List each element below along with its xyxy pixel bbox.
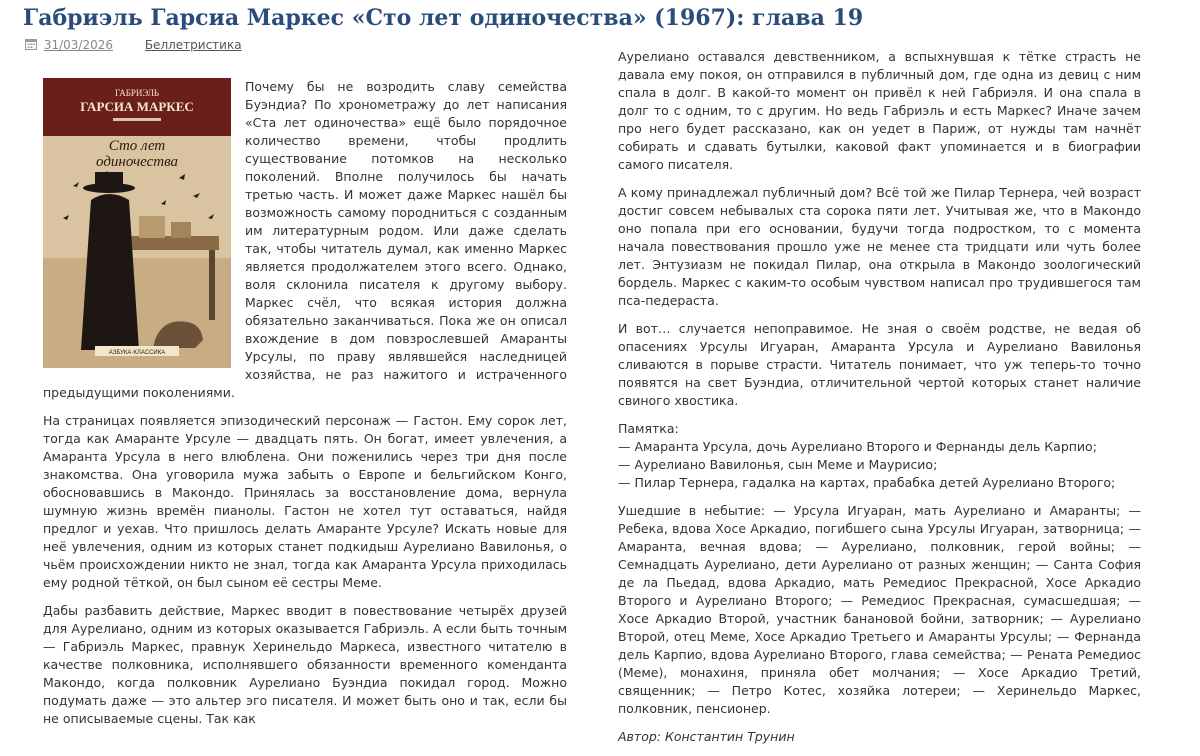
paragraph: Почему бы не возродить славу семейства Буэндиа? По хронометражу до лет написания «Ста лет одиночества» ещё было порядочное количество времени, чтобы продлить существование потомков на несколько поколений. Вполне получилось бы начать третью часть. И может даже Маркес нашёл бы возможность самому породниться с созданным им литературным родом. Или даже сделать так, чтобы читатель думал, как именно Маркес является продолжателем этого всего. Однако, воля склонила писателя к другому выбору. Маркес счёл, что всякая история должна обязательно заканчиваться. Пока же он описал вхождение в дом повзрослевшей Амаранты Урсулы, по праву являвшейся наследницей хозяйства, не раз нажитого и истраченного предыдущими поколениями.: [43, 79, 567, 400]
post-date-link[interactable]: 31/03/2026: [43, 38, 113, 52]
category-link[interactable]: Беллетристика: [144, 38, 242, 52]
paragraph: А кому принадлежал публичный дом? Всё той же Пилар Тернера, чей возраст достиг совсем небывалых ста сорока пяти лет. Учитывая же, что в Макондо оно попала при его основании, будучи тогда подростком, то с момента начала повествования прошло уже не менее ста тридцати или чуть более лет. Энтузиазм не покидал Пилар, она открыла в Макондо зоологический бордель. Маркес с каким-то особым чувством написал про трудившегося там пса-педераста.: [618, 185, 1141, 308]
memo-title: Памятка:: [618, 421, 679, 436]
memo-item: — Аурелиано Вавилонья, сын Меме и Маурисио;: [618, 457, 938, 472]
book-cover-image: [43, 78, 231, 368]
paragraph: Аурелиано оставался девственником, а вспыхнувшая к тётке страсть не давала ему покоя, он отправился в публичный дом, где одна из девиц с ним спала в долг. В какой-то момент он привёл к ней Габриэля. И она спала в долг то с одним, то с другим. Но ведь Габриэль и есть Маркес? Иначе зачем про него будет рассказано, как он уедет в Париж, от нужды там начнёт собирать и сдавать бутылки, каковой факт упоминается и в биографии самого писателя.: [618, 49, 1141, 172]
cover-title-line2: одиночества: [96, 154, 178, 170]
memo-item: — Амаранта Урсула, дочь Аурелиано Второго и Фернанды дель Карпио;: [618, 439, 1097, 454]
article-author: Автор: Константин Трунин: [618, 729, 795, 744]
paragraph: И вот… случается непоправимое. Не зная о своём родстве, не ведая об опасениях Урсулы Игуаран, Амаранта Урсула и Аурелиано Вавилонья сливаются в порыве страсти. Читатель понимает, что уж теперь-то точно появятся на свет Буэндиа, отличительной чертой которых станет наличие свиного хвостика.: [618, 321, 1141, 408]
calendar-icon: [25, 38, 37, 50]
paragraph: Ушедшие в небытие: — Урсула Игуаран, мать Аурелиано и Амаранты; — Ребека, вдова Хосе Аркадио, погибшего сына Урсулы Игуаран, затворница; — Амаранта, вечная вдова; — Аурелиано, полковник, герой войны; — Семнадцать Аурелиано, дети Аурелиано от разных женщин; — Санта София де ла Пьедад, вдова Аркадио, мать Ремедиос Прекрасной, Хосе Аркадио Второго и Аурелиано Второго; — Ремедиос Прекрасная, сумасшедшая; — Хосе Аркадио Второй, участник банановой бойни, затворник; — Аурелиано Второй, отец Меме, Хосе Аркадио Третьего и Амаранты Урсулы; — Фернанда дель Карпио, вдова Аурелиано Второго, глава семейства; — Рената Ремедиос (Меме), монахиня, приняла обет молчания; — Хосе Аркадио Третий, священник; — Петро Котес, хозяйка лотереи; — Херинельдо Маркес, полковник, пенсионер.: [618, 503, 1141, 716]
memo: [618, 420, 1141, 492]
post-meta: [25, 38, 242, 52]
cover-title-line1: Сто лет: [108, 138, 166, 154]
cover-series: АЗБУКА·КЛАССИКА: [108, 350, 166, 356]
paragraph: На страницах появляется эпизодический персонаж — Гастон. Ему сорок лет, тогда как Амаранте Урсуле — двадцать пять. Он богат, имеет увлечения, а Амаранта Урсула в него влюблена. Они поженились через три дня после знакомства. Она уговорила мужа забыть о Европе и бельгийском Конго, обосновавшись в Макондо. Принялась за восстановление дома, вернула шумную жизнь времён пианолы. Гастон не хотел тут оставаться, найдя предлог и уехав. Что пришлось делать Амаранте Урсуле? Искать новые для неё увлечения, одним из которых станет подкидыш Аурелиано Вавилонья, о чьём происхождении никто не знал, тогда как Амаранта Урсула приходилась ему родной тёткой, он был сыном её сестры Меме.: [43, 413, 567, 590]
article-left-column: [43, 78, 567, 738]
cover-author-large: ГАРСИА МАРКЕС: [80, 99, 194, 114]
article-right-column: [618, 48, 1141, 756]
post-title: Габриэль Гарсиа Маркес «Сто лет одиночества» (1967): глава 19: [23, 5, 864, 31]
cover-author-small: ГАБРИЭЛЬ: [114, 88, 160, 98]
paragraph: Дабы разбавить действие, Маркес вводит в повествование четырёх друзей для Аурелиано, одним из которых оказывается Габриэль. А если быть точным — Габриэль Маркес, правнук Херинельдо Маркеса, известного читателю в качестве полковника, исполнявшего обязанности временного коменданта Макондо, когда полковник Аурелиано Буэндиа покидал город. Можно подумать даже — это альтер эго писателя. И может быть оно и так, если бы не описываемые сцены. Так как: [43, 603, 567, 726]
memo-item: — Пилар Тернера, гадалка на картах, прабабка детей Аурелиано Второго;: [618, 475, 1116, 490]
